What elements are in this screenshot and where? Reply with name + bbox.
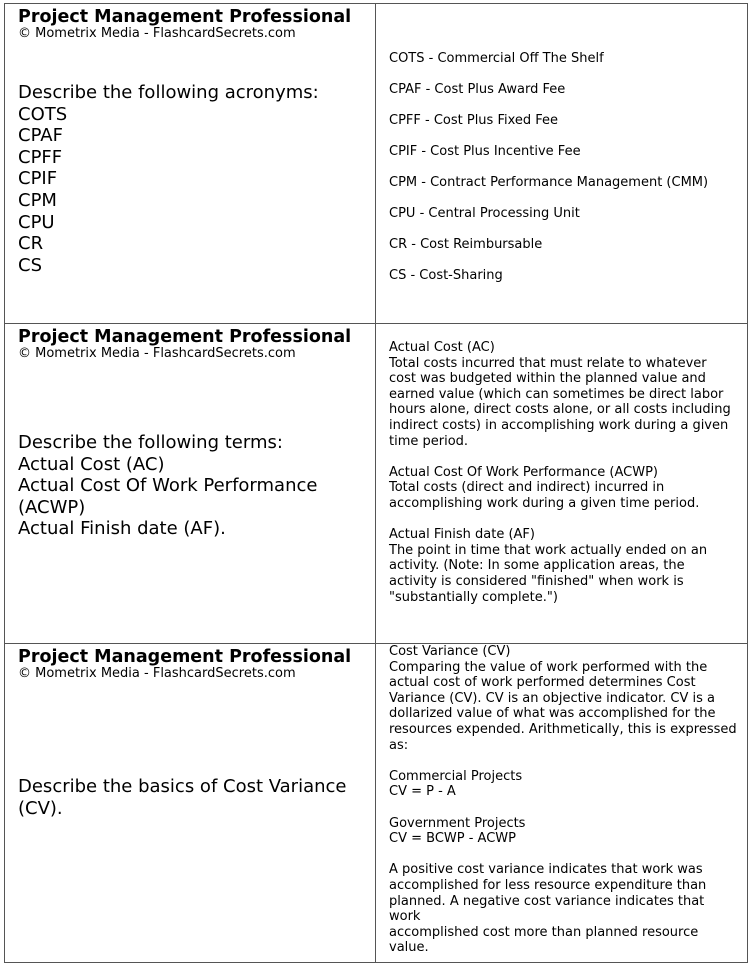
answer-cell (376, 4, 748, 324)
paragraph-line: CV = P - A (389, 784, 456, 800)
paragraph-heading: Cost Variance (CV) (389, 644, 511, 659)
paragraph-heading: Commercial Projects (389, 768, 523, 784)
answer-paragraph (389, 527, 739, 605)
question-line: (ACWP) (18, 496, 86, 518)
flashcard-row (5, 4, 748, 324)
answer-text (389, 51, 739, 299)
paragraph-line: dollarized value of what was accomplished for the (389, 706, 716, 722)
flashcard-sheet (4, 3, 746, 964)
paragraph-line: resources expended. Arithmetically, this is expressed (389, 721, 737, 737)
question-cell (5, 4, 376, 324)
paragraph-line: cost was budgeted within the planned value and (389, 371, 706, 387)
question-text (18, 776, 347, 819)
flashcard-table (4, 3, 748, 963)
question-text (18, 82, 319, 276)
answer-paragraph (389, 816, 739, 847)
answer-paragraph (389, 862, 739, 956)
paragraph-line: The point in time that work actually ended on an (389, 542, 708, 558)
paragraph-line: activity is considered "finished" when work is (389, 573, 684, 589)
question-line: Actual Finish date (AF). (18, 518, 226, 540)
paragraph-line: value. (389, 940, 429, 956)
paragraph-line: planned. A negative cost variance indicates that work (389, 893, 705, 925)
acronym-item: COTS - Commercial Off The Shelf (389, 51, 604, 66)
acronym-item: CPU - Central Processing Unit (389, 206, 580, 221)
paragraph-line: accomplished for less resource expenditure than (389, 877, 707, 893)
acronym-item: CPAF - Cost Plus Award Fee (389, 82, 566, 97)
question-text (18, 432, 317, 540)
flashcard-row (5, 324, 748, 644)
card-copyright: © Mometrix Media - FlashcardSecrets.com (18, 666, 296, 681)
answer-paragraph (389, 340, 739, 449)
paragraph-line: time period. (389, 433, 469, 449)
card-title: Project Management Professional (18, 7, 352, 27)
paragraph-heading: Actual Cost Of Work Performance (ACWP) (389, 464, 658, 480)
card-title: Project Management Professional (18, 647, 352, 667)
paragraph-line: Comparing the value of work performed with the (389, 659, 708, 675)
acronym-item: CR - Cost Reimbursable (389, 237, 543, 252)
question-line: CR (18, 233, 44, 255)
question-line: COTS (18, 103, 68, 125)
paragraph-line: Total costs (direct and indirect) incurred in (389, 480, 665, 496)
question-line: CPM (18, 189, 57, 211)
answer-paragraph (389, 769, 739, 800)
question-line: Describe the following terms: (18, 432, 283, 453)
question-line: CPFF (18, 146, 63, 168)
paragraph-line: hours alone, direct costs alone, or all costs including (389, 402, 731, 418)
acronym-item: CPIF - Cost Plus Incentive Fee (389, 144, 581, 159)
acronym-item: CPM - Contract Performance Management (CMM) (389, 175, 709, 190)
question-line: CPIF (18, 168, 58, 190)
question-line: CS (18, 254, 42, 276)
acronym-item: CPFF - Cost Plus Fixed Fee (389, 113, 559, 128)
paragraph-line: "substantially complete.") (389, 589, 558, 605)
card-copyright: © Mometrix Media - FlashcardSecrets.com (18, 346, 296, 361)
paragraph-line: CV = BCWP - ACWP (389, 831, 516, 847)
paragraph-line: Variance (CV). CV is an objective indicator. CV is a (389, 690, 716, 706)
answer-cell (376, 644, 748, 963)
question-line: Actual Cost Of Work Performance (18, 475, 318, 497)
question-cell (5, 644, 376, 963)
card-title: Project Management Professional (18, 327, 352, 347)
question-cell (5, 324, 376, 644)
paragraph-line: A positive cost variance indicates that work was (389, 862, 703, 878)
answer-text (389, 644, 739, 971)
flashcard-row (5, 644, 748, 963)
question-line: Describe the basics of Cost Variance (18, 776, 347, 797)
question-line: CPAF (18, 125, 63, 147)
paragraph-line: actual cost of work performed determines Cost (389, 675, 696, 691)
question-line: Actual Cost (AC) (18, 453, 165, 475)
paragraph-line: activity. (Note: In some application areas, the (389, 558, 685, 574)
card-copyright: © Mometrix Media - FlashcardSecrets.com (18, 26, 296, 41)
paragraph-line: Total costs incurred that must relate to whatever (389, 355, 707, 371)
paragraph-line: indirect costs) in accomplishing work during a given (389, 417, 729, 433)
answer-cell (376, 324, 748, 644)
question-line: (CV). (18, 797, 63, 819)
paragraph-line: earned value (which can sometimes be direct labor (389, 386, 724, 402)
paragraph-line: as: (389, 737, 409, 753)
paragraph-line: accomplishing work during a given time period. (389, 495, 700, 511)
paragraph-heading: Government Projects (389, 815, 526, 831)
answer-paragraph (389, 644, 739, 753)
question-line: CPU (18, 211, 55, 233)
paragraph-heading: Actual Cost (AC) (389, 340, 495, 355)
acronym-item: CS - Cost-Sharing (389, 268, 503, 283)
paragraph-heading: Actual Finish date (AF) (389, 527, 535, 543)
answer-paragraph (389, 465, 739, 512)
paragraph-line: accomplished cost more than planned resource (389, 924, 699, 940)
answer-text (389, 340, 739, 621)
question-line: Describe the following acronyms: (18, 82, 319, 103)
